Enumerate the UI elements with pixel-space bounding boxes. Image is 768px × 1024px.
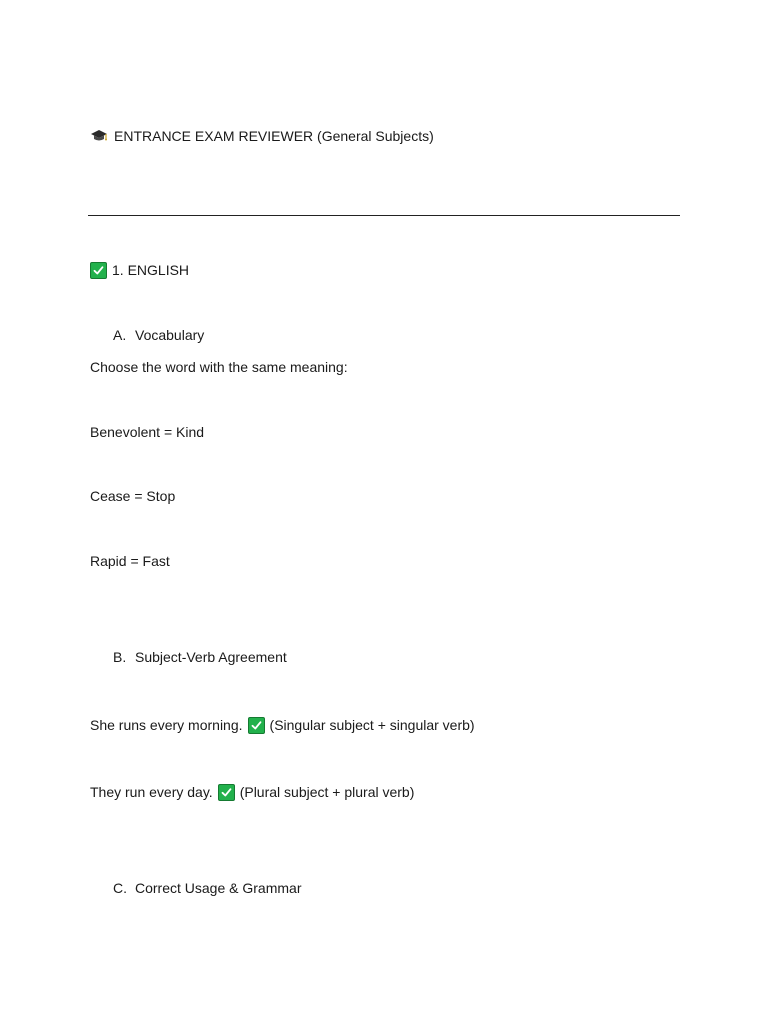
page-title bbox=[90, 127, 434, 145]
check-mark-icon bbox=[248, 717, 265, 734]
example-note: (Singular subject + singular verb) bbox=[269, 717, 475, 733]
subsection-label: Vocabulary bbox=[135, 327, 205, 343]
vocabulary-item: Rapid = Fast bbox=[90, 553, 170, 569]
example-text: They run every day. bbox=[90, 784, 213, 800]
subsection-vocabulary bbox=[113, 326, 204, 344]
example-text: She runs every morning. bbox=[90, 717, 243, 733]
subsection-label: Subject-Verb Agreement bbox=[135, 649, 287, 665]
section-heading-text: 1. ENGLISH bbox=[112, 262, 190, 278]
vocabulary-item: Benevolent = Kind bbox=[90, 424, 205, 440]
example-sentence bbox=[90, 716, 475, 734]
example-note: (Plural subject + plural verb) bbox=[239, 784, 415, 800]
check-mark-icon bbox=[90, 262, 107, 279]
subsection-letter: B. bbox=[113, 649, 127, 665]
horizontal-divider bbox=[88, 215, 680, 216]
title-text: ENTRANCE EXAM REVIEWER (General Subjects) bbox=[114, 128, 434, 144]
graduation-cap-icon bbox=[90, 129, 108, 143]
check-mark-icon bbox=[218, 784, 235, 801]
example-sentence bbox=[90, 783, 414, 801]
vocabulary-item: Cease = Stop bbox=[90, 488, 176, 504]
section-heading-english bbox=[90, 261, 189, 279]
subsection-correct-usage-grammar bbox=[113, 879, 301, 897]
subsection-subject-verb-agreement bbox=[113, 648, 287, 666]
subsection-letter: C. bbox=[113, 880, 127, 896]
vocabulary-instruction: Choose the word with the same meaning: bbox=[90, 359, 348, 375]
subsection-letter: A. bbox=[113, 327, 127, 343]
subsection-label: Correct Usage & Grammar bbox=[135, 880, 302, 896]
